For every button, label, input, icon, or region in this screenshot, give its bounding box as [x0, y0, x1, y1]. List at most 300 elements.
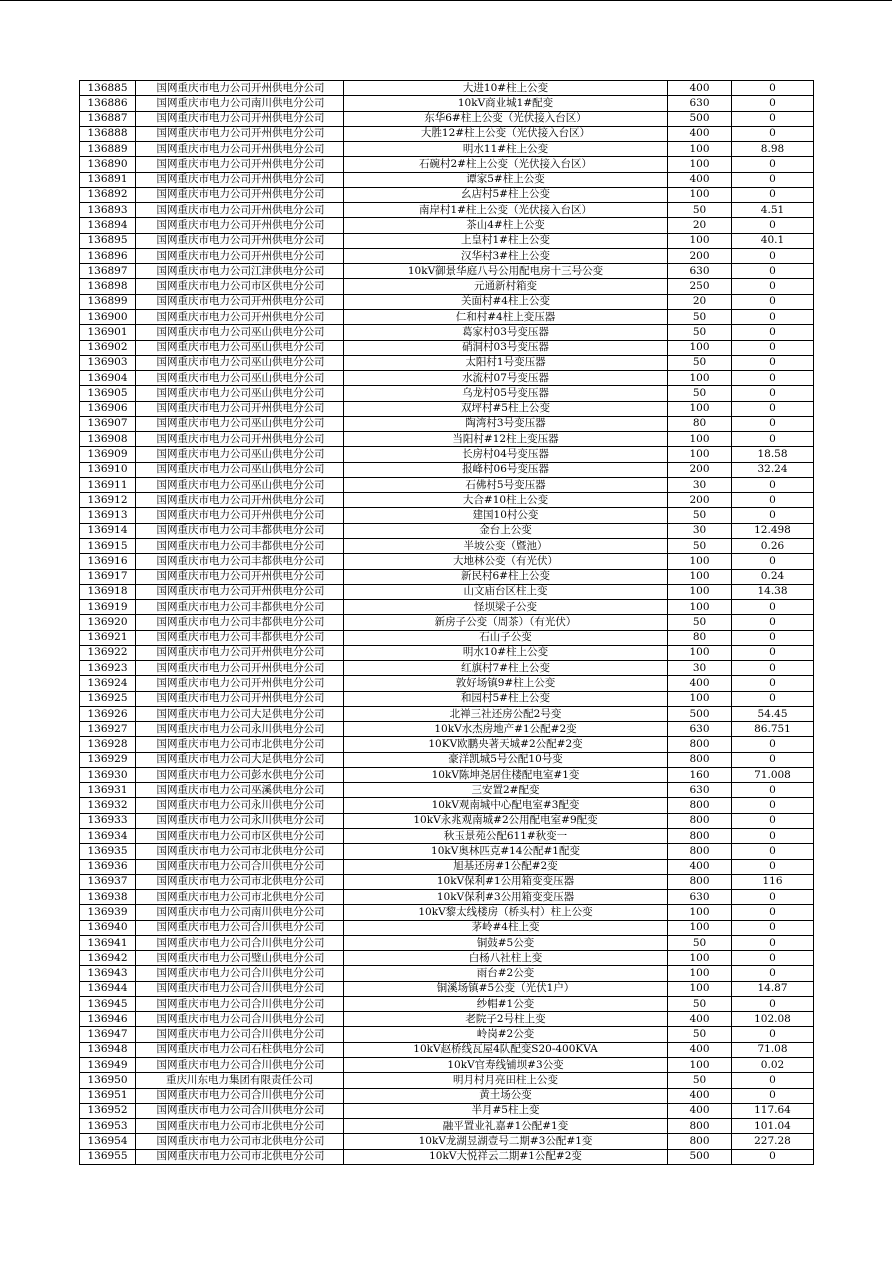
org-cell: 国网重庆市电力公司开州供电分公司	[136, 157, 344, 172]
station-name-cell: 铜溪场镇#5公变（光伏1户）	[344, 981, 668, 996]
row-id-cell: 136941	[80, 935, 136, 950]
table-row	[80, 1012, 814, 1027]
table-body	[80, 81, 814, 1165]
value-cell: 101.04	[732, 1119, 814, 1134]
org-cell: 国网重庆市电力公司开州供电分公司	[136, 248, 344, 263]
table-row	[80, 81, 814, 96]
table-row	[80, 416, 814, 431]
value-cell: 0	[732, 279, 814, 294]
row-id-cell: 136930	[80, 767, 136, 782]
row-id-cell: 136955	[80, 1149, 136, 1164]
table-row	[80, 279, 814, 294]
table-row	[80, 706, 814, 721]
capacity-cell: 100	[668, 905, 732, 920]
station-name-cell: 白杨八社柱上变	[344, 951, 668, 966]
table-row	[80, 447, 814, 462]
org-cell: 国网重庆市电力公司开州供电分公司	[136, 401, 344, 416]
station-name-cell: 敦好场镇9#柱上公变	[344, 676, 668, 691]
station-name-cell: 大地林公变（有光伏）	[344, 554, 668, 569]
station-name-cell: 雨台#2公变	[344, 966, 668, 981]
row-id-cell: 136953	[80, 1119, 136, 1134]
table-row	[80, 172, 814, 187]
capacity-cell: 200	[668, 462, 732, 477]
capacity-cell: 800	[668, 737, 732, 752]
capacity-cell: 800	[668, 1119, 732, 1134]
row-id-cell: 136888	[80, 126, 136, 141]
capacity-cell: 50	[668, 996, 732, 1011]
station-name-cell: 太阳村1号变压器	[344, 355, 668, 370]
station-name-cell: 葛家村03号变压器	[344, 325, 668, 340]
row-id-cell: 136923	[80, 661, 136, 676]
org-cell: 国网重庆市电力公司巫山供电分公司	[136, 447, 344, 462]
capacity-cell: 100	[668, 554, 732, 569]
row-id-cell: 136896	[80, 248, 136, 263]
table-row	[80, 676, 814, 691]
row-id-cell: 136910	[80, 462, 136, 477]
capacity-cell: 630	[668, 890, 732, 905]
table-row	[80, 294, 814, 309]
row-id-cell: 136908	[80, 432, 136, 447]
value-cell: 0	[732, 615, 814, 630]
capacity-cell: 100	[668, 691, 732, 706]
station-name-cell: 大进10#柱上公变	[344, 81, 668, 96]
station-name-cell: 明月村月亮田柱上公变	[344, 1073, 668, 1088]
value-cell: 0	[732, 325, 814, 340]
org-cell: 国网重庆市电力公司开州供电分公司	[136, 493, 344, 508]
value-cell: 0	[732, 935, 814, 950]
value-cell: 102.08	[732, 1012, 814, 1027]
row-id-cell: 136912	[80, 493, 136, 508]
value-cell: 0	[732, 157, 814, 172]
value-cell: 0	[732, 294, 814, 309]
station-name-cell: 谭家5#柱上公变	[344, 172, 668, 187]
capacity-cell: 50	[668, 355, 732, 370]
capacity-cell: 50	[668, 935, 732, 950]
table-row	[80, 767, 814, 782]
value-cell: 0	[732, 248, 814, 263]
capacity-cell: 100	[668, 966, 732, 981]
value-cell: 0	[732, 1149, 814, 1164]
row-id-cell: 136892	[80, 187, 136, 202]
row-id-cell: 136937	[80, 874, 136, 889]
capacity-cell: 400	[668, 676, 732, 691]
org-cell: 国网重庆市电力公司彭水供电分公司	[136, 767, 344, 782]
capacity-cell: 800	[668, 813, 732, 828]
value-cell: 0	[732, 890, 814, 905]
org-cell: 国网重庆市电力公司合川供电分公司	[136, 1012, 344, 1027]
org-cell: 国网重庆市电力公司开州供电分公司	[136, 294, 344, 309]
org-cell: 国网重庆市电力公司合川供电分公司	[136, 1027, 344, 1042]
row-id-cell: 136948	[80, 1042, 136, 1057]
value-cell: 0	[732, 600, 814, 615]
value-cell: 0.26	[732, 538, 814, 553]
capacity-cell: 30	[668, 477, 732, 492]
value-cell: 0	[732, 645, 814, 660]
value-cell: 0	[732, 676, 814, 691]
station-name-cell: 茅岭#4柱上变	[344, 920, 668, 935]
station-name-cell: 10kV黎太线楼房（桥头村）柱上公变	[344, 905, 668, 920]
table-row	[80, 783, 814, 798]
table-row	[80, 96, 814, 111]
capacity-cell: 200	[668, 493, 732, 508]
value-cell: 54.45	[732, 706, 814, 721]
value-cell: 0	[732, 172, 814, 187]
value-cell: 0	[732, 508, 814, 523]
station-name-cell: 10kV御景华庭八号公用配电房十三号公变	[344, 264, 668, 279]
station-name-cell: 大合#10柱上公变	[344, 493, 668, 508]
value-cell: 227.28	[732, 1134, 814, 1149]
row-id-cell: 136950	[80, 1073, 136, 1088]
org-cell: 国网重庆市电力公司丰都供电分公司	[136, 523, 344, 538]
row-id-cell: 136893	[80, 203, 136, 218]
capacity-cell: 100	[668, 340, 732, 355]
value-cell: 0	[732, 111, 814, 126]
value-cell: 0	[732, 630, 814, 645]
org-cell: 国网重庆市电力公司开州供电分公司	[136, 233, 344, 248]
capacity-cell: 800	[668, 829, 732, 844]
row-id-cell: 136949	[80, 1058, 136, 1073]
capacity-cell: 50	[668, 615, 732, 630]
row-id-cell: 136925	[80, 691, 136, 706]
station-name-cell: 长房村04号变压器	[344, 447, 668, 462]
station-name-cell: 融平置业礼嘉#1公配#1变	[344, 1119, 668, 1134]
capacity-cell: 400	[668, 126, 732, 141]
value-cell: 0	[732, 859, 814, 874]
capacity-cell: 50	[668, 508, 732, 523]
value-cell: 0	[732, 1088, 814, 1103]
table-row	[80, 218, 814, 233]
table-row	[80, 1058, 814, 1073]
table-row	[80, 813, 814, 828]
row-id-cell: 136933	[80, 813, 136, 828]
table-row	[80, 142, 814, 157]
capacity-cell: 50	[668, 386, 732, 401]
row-id-cell: 136894	[80, 218, 136, 233]
org-cell: 国网重庆市电力公司开州供电分公司	[136, 187, 344, 202]
table-row	[80, 309, 814, 324]
row-id-cell: 136939	[80, 905, 136, 920]
row-id-cell: 136935	[80, 844, 136, 859]
row-id-cell: 136947	[80, 1027, 136, 1042]
capacity-cell: 80	[668, 416, 732, 431]
station-name-cell: 10kV陈坤尧居住楼配电室#1变	[344, 767, 668, 782]
value-cell: 0	[732, 798, 814, 813]
org-cell: 国网重庆市电力公司市北供电分公司	[136, 737, 344, 752]
capacity-cell: 50	[668, 309, 732, 324]
row-id-cell: 136951	[80, 1088, 136, 1103]
table-row	[80, 981, 814, 996]
table-row	[80, 661, 814, 676]
org-cell: 国网重庆市电力公司合川供电分公司	[136, 859, 344, 874]
row-id-cell: 136916	[80, 554, 136, 569]
org-cell: 国网重庆市电力公司市北供电分公司	[136, 1149, 344, 1164]
value-cell: 0	[732, 829, 814, 844]
table-row	[80, 371, 814, 386]
org-cell: 国网重庆市电力公司巫山供电分公司	[136, 355, 344, 370]
station-name-cell: 水流村07号变压器	[344, 371, 668, 386]
table-row	[80, 1149, 814, 1164]
value-cell: 0	[732, 1027, 814, 1042]
value-cell: 0	[732, 844, 814, 859]
row-id-cell: 136946	[80, 1012, 136, 1027]
station-name-cell: 和园村5#柱上公变	[344, 691, 668, 706]
capacity-cell: 100	[668, 447, 732, 462]
org-cell: 国网重庆市电力公司南川供电分公司	[136, 96, 344, 111]
station-name-cell: 大胜12#柱上公变（光伏接入台区）	[344, 126, 668, 141]
table-row	[80, 1119, 814, 1134]
org-cell: 国网重庆市电力公司合川供电分公司	[136, 1103, 344, 1118]
value-cell: 0.02	[732, 1058, 814, 1073]
station-name-cell: 纱帽#1公变	[344, 996, 668, 1011]
capacity-cell: 800	[668, 1134, 732, 1149]
table-row	[80, 615, 814, 630]
value-cell: 0	[732, 996, 814, 1011]
table-row	[80, 386, 814, 401]
value-cell: 14.87	[732, 981, 814, 996]
row-id-cell: 136932	[80, 798, 136, 813]
row-id-cell: 136922	[80, 645, 136, 660]
station-name-cell: 10kV商业城1#配变	[344, 96, 668, 111]
capacity-cell: 500	[668, 706, 732, 721]
org-cell: 国网重庆市电力公司巫山供电分公司	[136, 462, 344, 477]
capacity-cell: 630	[668, 96, 732, 111]
capacity-cell: 100	[668, 432, 732, 447]
station-name-cell: 幺店村5#柱上公变	[344, 187, 668, 202]
row-id-cell: 136907	[80, 416, 136, 431]
row-id-cell: 136917	[80, 569, 136, 584]
station-name-cell: 10kV保利#1公用箱变变压器	[344, 874, 668, 889]
capacity-cell: 400	[668, 859, 732, 874]
org-cell: 国网重庆市电力公司市区供电分公司	[136, 829, 344, 844]
org-cell: 国网重庆市电力公司市区供电分公司	[136, 279, 344, 294]
station-name-cell: 秋玉景苑公配611#秋变一	[344, 829, 668, 844]
value-cell: 0	[732, 813, 814, 828]
org-cell: 国网重庆市电力公司巫山供电分公司	[136, 325, 344, 340]
org-cell: 国网重庆市电力公司合川供电分公司	[136, 935, 344, 950]
capacity-cell: 400	[668, 1012, 732, 1027]
value-cell: 0	[732, 371, 814, 386]
row-id-cell: 136889	[80, 142, 136, 157]
capacity-cell: 500	[668, 111, 732, 126]
station-name-cell: 新民村6#柱上公变	[344, 569, 668, 584]
value-cell: 0	[732, 416, 814, 431]
capacity-cell: 100	[668, 600, 732, 615]
capacity-cell: 800	[668, 752, 732, 767]
row-id-cell: 136914	[80, 523, 136, 538]
table-row	[80, 187, 814, 202]
table-row	[80, 798, 814, 813]
row-id-cell: 136897	[80, 264, 136, 279]
row-id-cell: 136898	[80, 279, 136, 294]
station-name-cell: 东华6#柱上公变（光伏接入台区）	[344, 111, 668, 126]
capacity-cell: 100	[668, 187, 732, 202]
station-name-cell: 老院子2号柱上变	[344, 1012, 668, 1027]
row-id-cell: 136934	[80, 829, 136, 844]
row-id-cell: 136926	[80, 706, 136, 721]
station-name-cell: 10kV官寿线铺坝#3公变	[344, 1058, 668, 1073]
capacity-cell: 20	[668, 218, 732, 233]
station-name-cell: 双坪村#5柱上公变	[344, 401, 668, 416]
value-cell: 0	[732, 386, 814, 401]
org-cell: 国网重庆市电力公司南川供电分公司	[136, 905, 344, 920]
table-row	[80, 1027, 814, 1042]
row-id-cell: 136920	[80, 615, 136, 630]
station-name-cell: 关面村#4柱上公变	[344, 294, 668, 309]
org-cell: 国网重庆市电力公司开州供电分公司	[136, 676, 344, 691]
station-name-cell: 明水10#柱上公变	[344, 645, 668, 660]
capacity-cell: 50	[668, 1027, 732, 1042]
row-id-cell: 136929	[80, 752, 136, 767]
table-row	[80, 325, 814, 340]
table-row	[80, 111, 814, 126]
page-top-rule	[0, 0, 892, 1]
table-row	[80, 829, 814, 844]
capacity-cell: 100	[668, 920, 732, 935]
row-id-cell: 136887	[80, 111, 136, 126]
org-cell: 国网重庆市电力公司丰都供电分公司	[136, 615, 344, 630]
org-cell: 国网重庆市电力公司大足供电分公司	[136, 706, 344, 721]
table-row	[80, 890, 814, 905]
row-id-cell: 136938	[80, 890, 136, 905]
table-row	[80, 630, 814, 645]
station-name-cell: 石佛村5号变压器	[344, 477, 668, 492]
station-name-cell: 乌龙村05号变压器	[344, 386, 668, 401]
capacity-cell: 20	[668, 294, 732, 309]
value-cell: 0	[732, 340, 814, 355]
row-id-cell: 136899	[80, 294, 136, 309]
value-cell: 0	[732, 1073, 814, 1088]
value-cell: 0	[732, 218, 814, 233]
capacity-cell: 400	[668, 1042, 732, 1057]
table-row	[80, 1042, 814, 1057]
capacity-cell: 50	[668, 538, 732, 553]
org-cell: 国网重庆市电力公司大足供电分公司	[136, 752, 344, 767]
table-row	[80, 874, 814, 889]
org-cell: 国网重庆市电力公司合川供电分公司	[136, 996, 344, 1011]
row-id-cell: 136886	[80, 96, 136, 111]
station-name-cell: 元通新村箱变	[344, 279, 668, 294]
table-row	[80, 340, 814, 355]
value-cell: 14.38	[732, 584, 814, 599]
station-name-cell: 10kV龙湖昱湖壹号二期#3公配#1变	[344, 1134, 668, 1149]
station-name-cell: 10kV保利#3公用箱变变压器	[344, 890, 668, 905]
row-id-cell: 136901	[80, 325, 136, 340]
value-cell: 86.751	[732, 722, 814, 737]
org-cell: 国网重庆市电力公司合川供电分公司	[136, 1088, 344, 1103]
value-cell: 117.64	[732, 1103, 814, 1118]
table-row	[80, 752, 814, 767]
station-name-cell: 三安置2#配变	[344, 783, 668, 798]
capacity-cell: 400	[668, 1088, 732, 1103]
row-id-cell: 136900	[80, 309, 136, 324]
row-id-cell: 136924	[80, 676, 136, 691]
capacity-cell: 100	[668, 142, 732, 157]
capacity-cell: 160	[668, 767, 732, 782]
table-row	[80, 600, 814, 615]
data-table	[79, 80, 814, 1165]
station-name-cell: 10kV大悦祥云二期#1公配#2变	[344, 1149, 668, 1164]
row-id-cell: 136891	[80, 172, 136, 187]
org-cell: 国网重庆市电力公司开州供电分公司	[136, 432, 344, 447]
value-cell: 0	[732, 126, 814, 141]
station-name-cell: 明水11#柱上公变	[344, 142, 668, 157]
table-row	[80, 508, 814, 523]
value-cell: 32.24	[732, 462, 814, 477]
row-id-cell: 136928	[80, 737, 136, 752]
capacity-cell: 80	[668, 630, 732, 645]
row-id-cell: 136919	[80, 600, 136, 615]
station-name-cell: 岭岗#2公变	[344, 1027, 668, 1042]
capacity-cell: 50	[668, 203, 732, 218]
capacity-cell: 800	[668, 798, 732, 813]
capacity-cell: 100	[668, 645, 732, 660]
table-row	[80, 691, 814, 706]
org-cell: 国网重庆市电力公司丰都供电分公司	[136, 538, 344, 553]
row-id-cell: 136921	[80, 630, 136, 645]
capacity-cell: 630	[668, 722, 732, 737]
station-name-cell: 10kV水杰房地产#1公配#2变	[344, 722, 668, 737]
table-row	[80, 355, 814, 370]
org-cell: 国网重庆市电力公司开州供电分公司	[136, 309, 344, 324]
table-row	[80, 248, 814, 263]
station-name-cell: 10kV观南城中心配电室#3配变	[344, 798, 668, 813]
table-row	[80, 645, 814, 660]
table-row	[80, 935, 814, 950]
row-id-cell: 136895	[80, 233, 136, 248]
org-cell: 国网重庆市电力公司市北供电分公司	[136, 1134, 344, 1149]
capacity-cell: 400	[668, 81, 732, 96]
table-row	[80, 920, 814, 935]
table-row	[80, 905, 814, 920]
table-row	[80, 737, 814, 752]
capacity-cell: 100	[668, 584, 732, 599]
station-name-cell: 10kV赵桥线瓦屋4队配变S20-400KVA	[344, 1042, 668, 1057]
row-id-cell: 136952	[80, 1103, 136, 1118]
org-cell: 国网重庆市电力公司合川供电分公司	[136, 920, 344, 935]
table-row	[80, 203, 814, 218]
row-id-cell: 136905	[80, 386, 136, 401]
org-cell: 国网重庆市电力公司开州供电分公司	[136, 691, 344, 706]
org-cell: 国网重庆市电力公司巫山供电分公司	[136, 416, 344, 431]
table-row	[80, 554, 814, 569]
value-cell: 0	[732, 920, 814, 935]
row-id-cell: 136931	[80, 783, 136, 798]
row-id-cell: 136918	[80, 584, 136, 599]
station-name-cell: 茶山4#柱上公变	[344, 218, 668, 233]
value-cell: 0	[732, 783, 814, 798]
org-cell: 国网重庆市电力公司开州供电分公司	[136, 508, 344, 523]
value-cell: 0	[732, 432, 814, 447]
value-cell: 0	[732, 401, 814, 416]
org-cell: 国网重庆市电力公司永川供电分公司	[136, 813, 344, 828]
table-row	[80, 1088, 814, 1103]
station-name-cell: 陶湾村3号变压器	[344, 416, 668, 431]
org-cell: 国网重庆市电力公司开州供电分公司	[136, 126, 344, 141]
value-cell: 71.008	[732, 767, 814, 782]
capacity-cell: 250	[668, 279, 732, 294]
table-row	[80, 966, 814, 981]
row-id-cell: 136890	[80, 157, 136, 172]
station-name-cell: 硝洞村03号变压器	[344, 340, 668, 355]
table-row	[80, 264, 814, 279]
org-cell: 国网重庆市电力公司石柱供电分公司	[136, 1042, 344, 1057]
org-cell: 国网重庆市电力公司开州供电分公司	[136, 218, 344, 233]
value-cell: 0	[732, 752, 814, 767]
value-cell: 0	[732, 737, 814, 752]
org-cell: 国网重庆市电力公司丰都供电分公司	[136, 630, 344, 645]
table-row	[80, 538, 814, 553]
table-row	[80, 569, 814, 584]
